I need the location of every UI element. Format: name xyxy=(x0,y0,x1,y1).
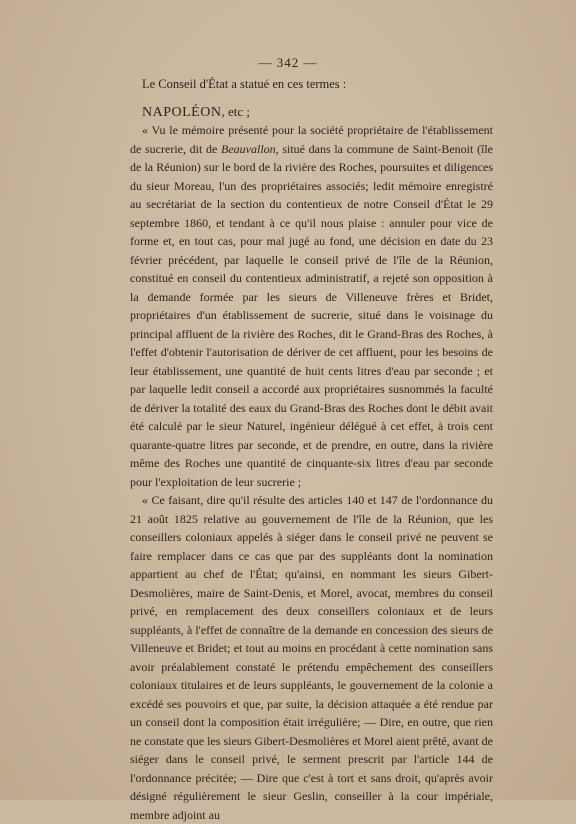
paragraph-memoire xyxy=(130,121,493,491)
intro-line: Le Conseil d'État a statué en ces termes : xyxy=(142,77,347,91)
napoleon-suffix: , etc ; xyxy=(221,104,250,119)
paragraph-memoire-rest: , situé dans la commune de Saint-Benoit (île de la Réunion) sur le bord de la rivière des Roches, poursuites et diligences du sieur Moreau, l'un des propriétaires associés; ledit mémoire enregistré au secrétariat de la section du contentieux de notre Conseil d'État le 29 septembre 1860, et tendant à ce qu'il nous plaise : annuler pour vice de forme et, en tout cas, pour mal jugé au fond, une décision en date du 23 février précédent, par laquelle le conseil privé de l'île de la Réunion, constitué en conseil du contentieux administratif, a rejeté son opposition à la demande formée par les sieurs de Villeneuve frères et Bridet, propriétaires d'un établissement de sucrerie, situé dans le voisinage du principal affluent de la rivière des Roches, dit le Grand-Bras des Roches, à l'effet d'obtenir l'autorisation de dériver de cet affluent, pour les besoins de leur établissement, une quantité de huit cents litres d'eau par seconde ; et par laquelle ledit conseil a accordé aux propriétaires susnommés la faculté de dériver la totalité des eaux du Grand-Bras des Roches dont le débit avait été calculé par le sieur Naturel, ingénieur délégué à cet effet, à trois cent quarante-quatre litres par seconde, et de prendre, en outre, dans la rivière même des Roches une quantité de cinquante-six litres d'eau par seconde pour l'exploitation de leur sucrerie ; xyxy=(130,141,493,489)
napoleon-name: NAPOLÉON xyxy=(142,105,222,120)
napoleon-heading xyxy=(142,104,250,121)
estate-name: Beauvallon xyxy=(221,141,276,156)
page-number: — 342 — xyxy=(258,55,318,70)
paragraph-memoire-start: « Vu le mémoire présenté pour la société propriétaire de l'établissement de sucrerie, dit de xyxy=(130,123,493,156)
paragraph-ce-faisant: « Ce faisant, dire qu'il résulte des articles 140 et 147 de l'ordonnance du 21 août 1825 relative au gouvernement de l'île de la Réunion, que les conseillers coloniaux appelés à siéger dans le conseil privé ne peuvent se faire remplacer dans ce cas que par des suppléants dont la nomination appartient au chef de l'État; qu'ainsi, en nommant les sieurs Gibert-Desmolières, maire de Saint-Denis, et Morel, avocat, membres du conseil privé, en remplacement des deux conseillers coloniaux et de leurs suppléants, à l'effet de connaître de la demande en concession des sieurs de Villeneuve et Bridet; et tout au moins en procédant à cette nomination sans avoir préalablement constaté le prétendu empêchement des conseillers coloniaux titulaires et de leurs suppléants, le gouvernement de la colonie a excédé ses pouvoirs et que, par suite, la décision attaquée a été rendue par un conseil dont la composition était irrégulière; — Dire, en outre, que rien ne constate que les sieurs Gibert-Desmolières et Morel aient prêté, avant de siéger dans le conseil privé, le serment prescrit par l'article 144 de l'ordonnance précitée; — Dire que c'est à tort et sans droit, qu'après avoir désigné régulièrement le sieur Geslin, conseiller à la cour impériale, membre adjoint au xyxy=(130,493,493,822)
document-body xyxy=(130,121,493,824)
